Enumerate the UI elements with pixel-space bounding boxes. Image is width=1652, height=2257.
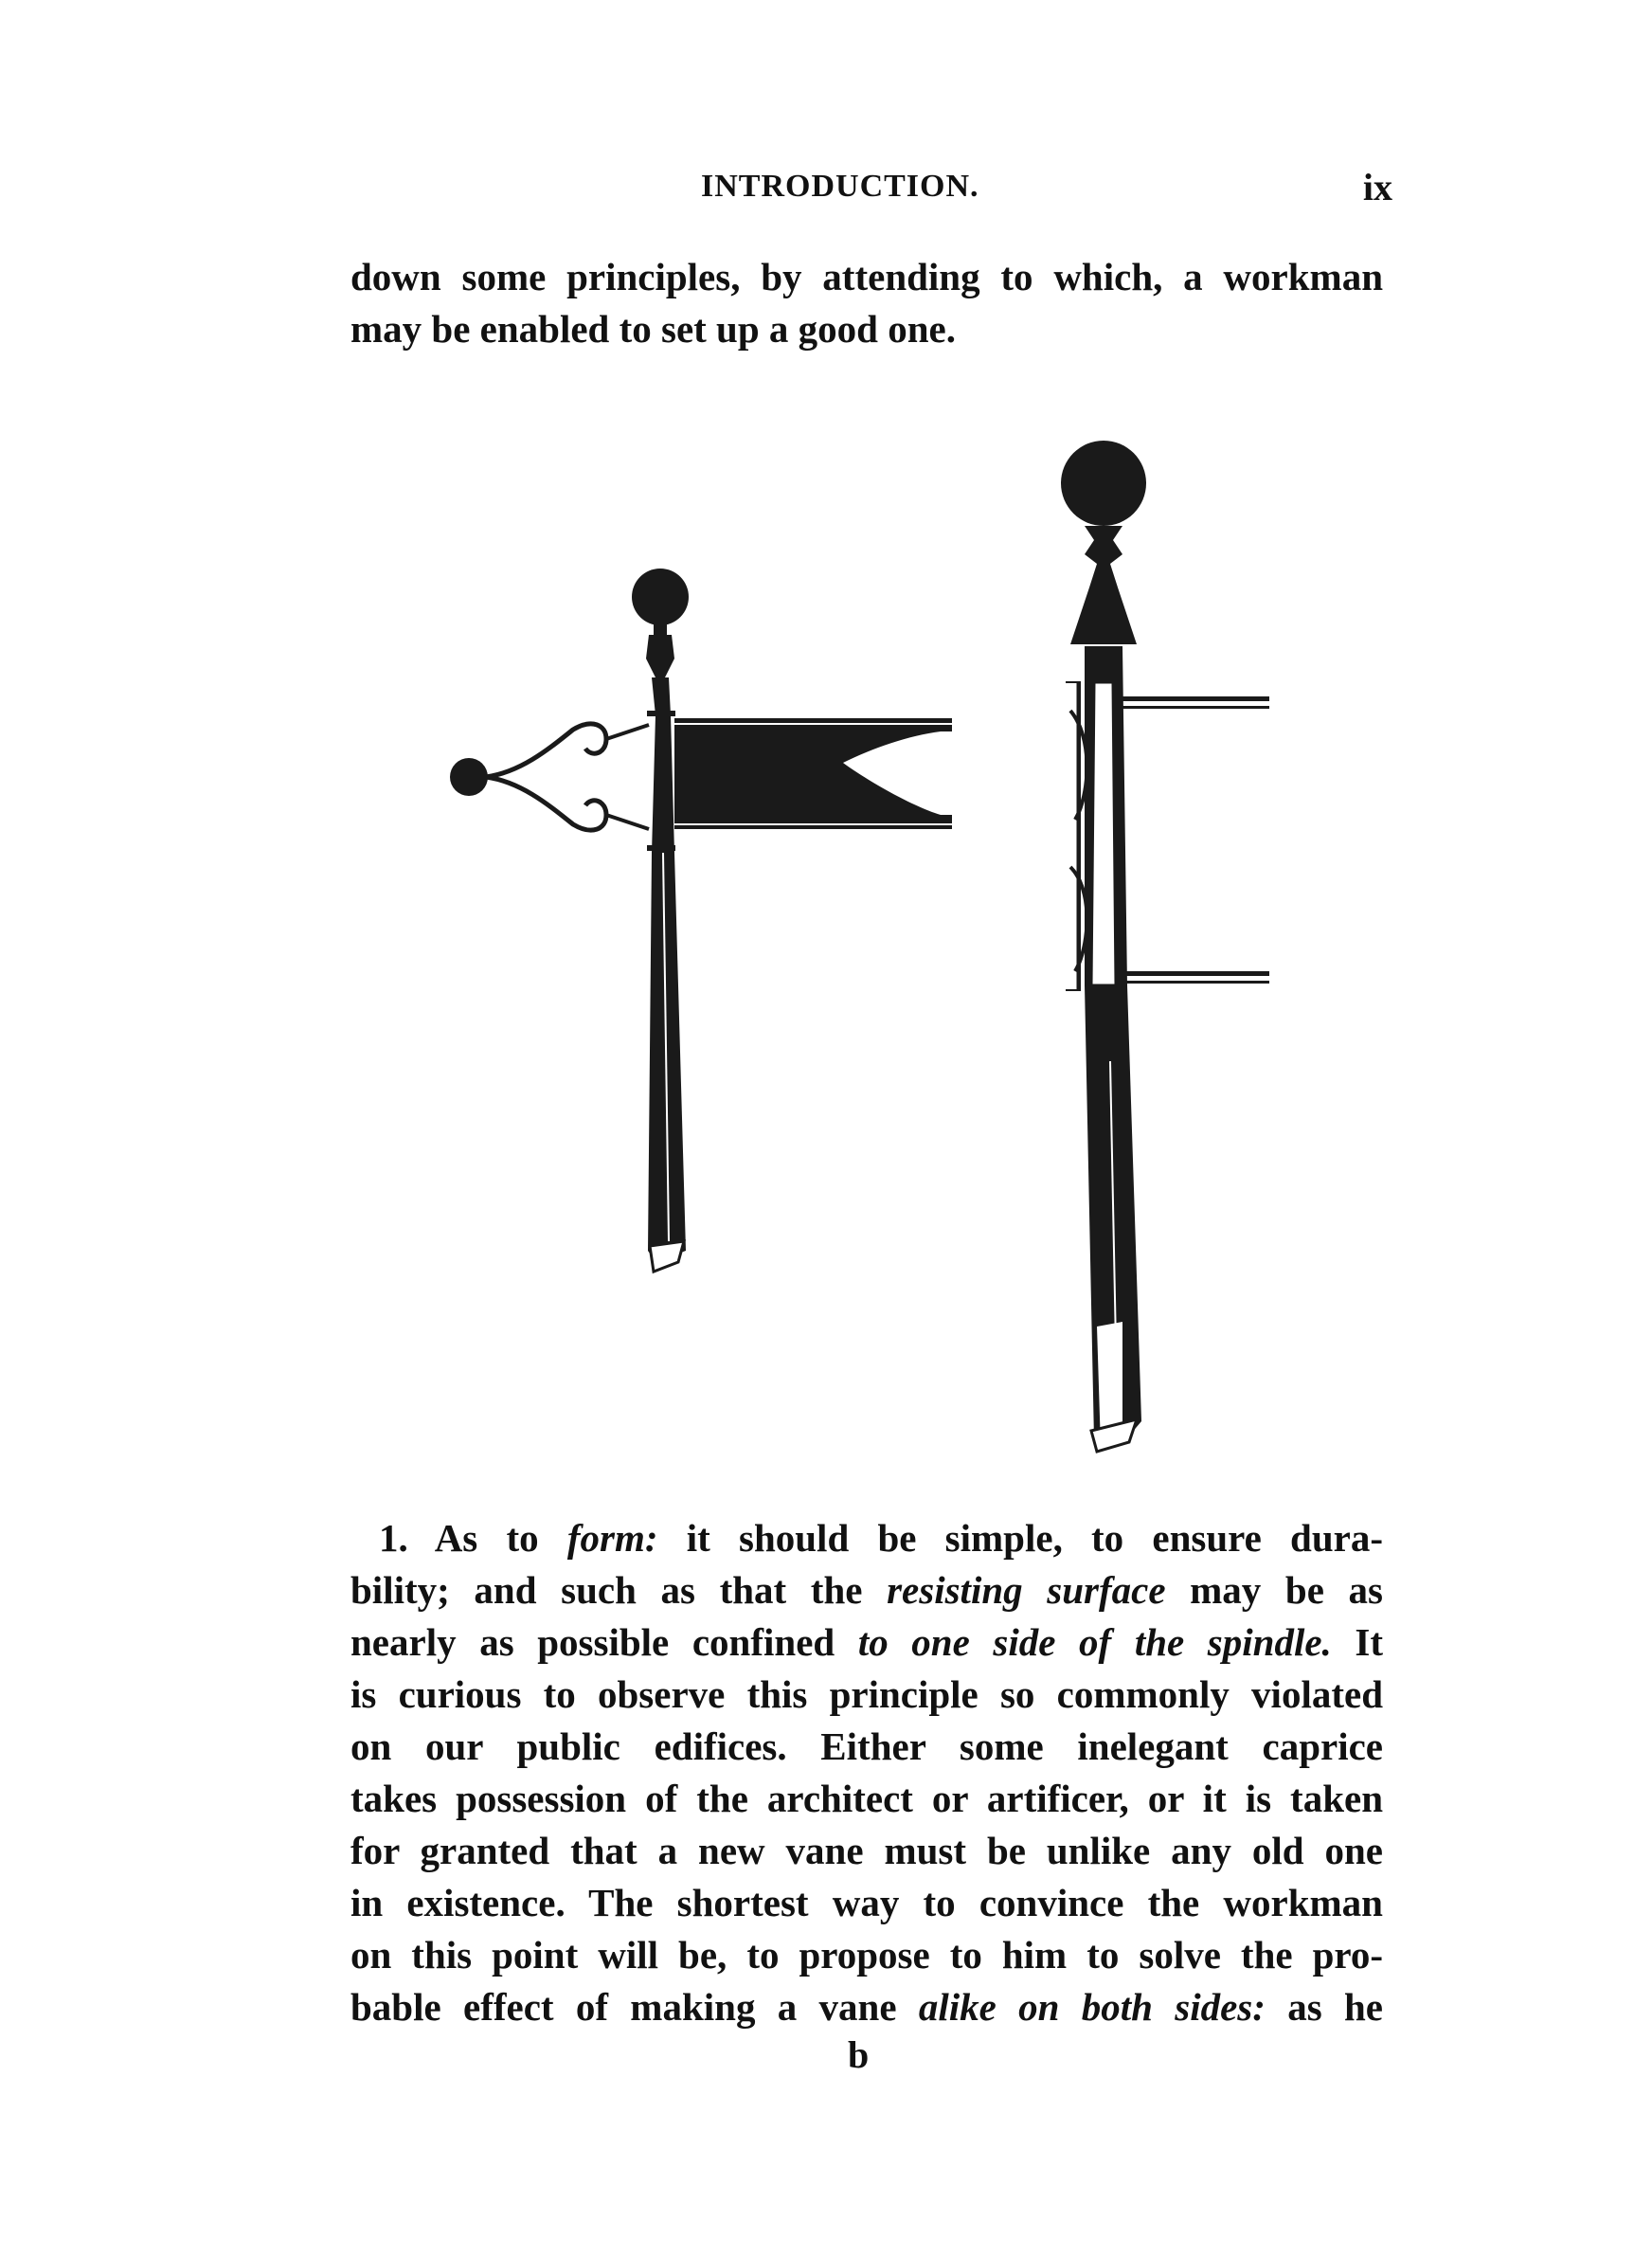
page-number: ix (1362, 166, 1392, 208)
text-line: down some principles, by attending to which, a workman (350, 255, 1383, 298)
weather-vane-illustration (417, 398, 1269, 1478)
text-line: nearly as possible confined to one side of the spindle. It (350, 1620, 1384, 1664)
text-line: bable effect of making a vane alike on both sides: as he (350, 1985, 1383, 2029)
text-line: 1. As to form: it should be simple, to ensure dura- (379, 1516, 1383, 1560)
text-line: may be enabled to set up a good one. (350, 307, 956, 351)
signature-mark: b (848, 2033, 870, 2076)
running-head (341, 161, 1392, 218)
text-line: is curious to observe this principle so commonly violated (350, 1672, 1383, 1716)
text-line: on our public edifices. Either some inelegant caprice (350, 1724, 1383, 1768)
text-line: for granted that a new vane must be unlike any old one (350, 1829, 1383, 1872)
text-line: in existence. The shortest way to convince the workman (350, 1881, 1383, 1924)
text-line: bility; and such as that the resisting surface may be as (350, 1568, 1384, 1612)
body-paragraph (350, 1512, 1383, 2033)
text-line: on this point will be, to propose to him to solve the pro- (350, 1933, 1383, 1977)
flag-vane-side-view (450, 569, 952, 1272)
intro-paragraph (350, 251, 1383, 355)
running-title: INTRODUCTION. (701, 169, 979, 204)
text-line: takes possession of the architect or artificer, or it is taken (350, 1777, 1383, 1820)
flag-vane-edge-view (1061, 441, 1269, 1452)
